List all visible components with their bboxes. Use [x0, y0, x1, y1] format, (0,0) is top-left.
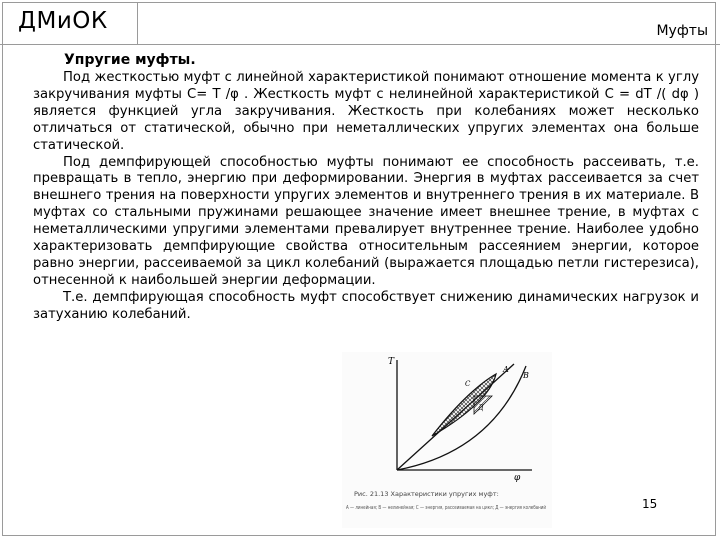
figure-caption-title: Рис. 21.13 Характеристики упругих муфт: — [354, 490, 499, 498]
header-separator — [137, 2, 138, 44]
label-d: Д — [478, 404, 484, 412]
x-axis-label: φ — [514, 473, 521, 483]
label-b: B — [523, 371, 529, 380]
label-c: C — [465, 380, 471, 388]
paragraph-stiffness: Под жесткостью муфт с линейной характеристикой понимают отношение момента к углу закручивания муфты С= Т /φ . Жесткость муфт с нелинейной характеристикой С = dТ /( dφ ) является функцией угла закручивания. Жесткость при колебаниях может несколько отличаться от статической, обычно при неметаллических упругих элементах она больше статической. — [33, 70, 699, 153]
figure-caption-body: А — линейная; В — нелинейная; С — энергия, рассеиваемая на цикл; Д — энергия колебаний — [346, 505, 604, 511]
topic-title: Муфты — [656, 23, 708, 39]
course-title: ДМиОК — [18, 8, 108, 34]
header-rule — [0, 44, 720, 45]
paragraph-damping: Под демпфирующей способностью муфты понимают ее способность рассеивать, т.е. превращать в тепло, энергию при деформировании. Энергия в муфтах рассеивается за счет внешнего трения на поверхности упругих элементов и внутреннего трения в их материале. В муфтах со стальными пружинами решающее значение имеет внешнее трение, в муфтах с неметаллическими упругими элементами превалирует внутреннее трение. Наиболее удобно характеризовать демпфирующие свойства относительным рассеянием энергии, которое равно энергии, рассеиваемой за цикл колебаний (выражается площадью петли гистерезиса), отнесенной к наибольшей энергии деформации. — [33, 154, 699, 288]
body-text — [33, 70, 699, 324]
y-axis-label: T — [388, 357, 395, 367]
section-heading: Упругие муфты. — [64, 52, 196, 68]
page-number: 15 — [642, 497, 658, 511]
label-a: A — [503, 365, 509, 374]
paragraph-conclusion: Т.е. демпфирующая способность муфт способствует снижению динамических нагрузок и затуханию колебаний. — [33, 289, 699, 322]
hysteresis-diagram — [342, 352, 604, 528]
hysteresis-figure — [342, 352, 604, 528]
